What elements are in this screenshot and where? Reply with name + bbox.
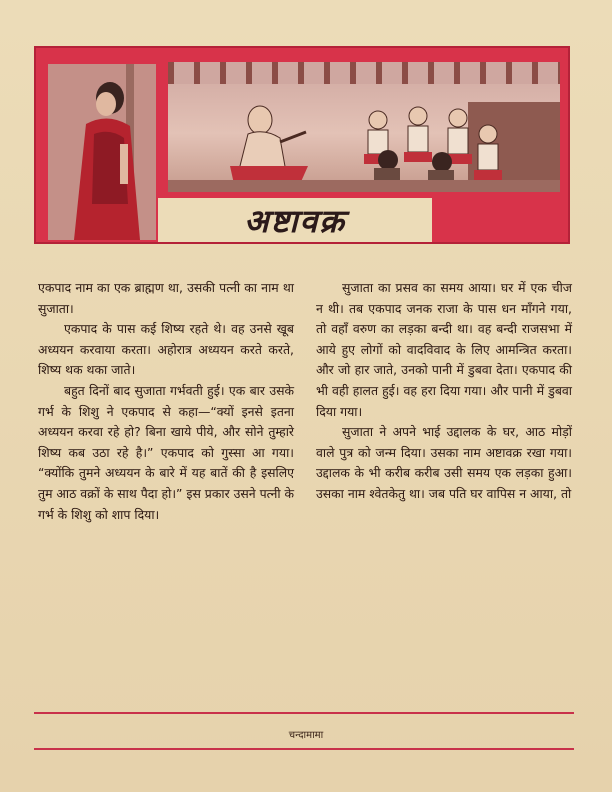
woman-figure-icon	[48, 64, 156, 240]
paragraph: एकपाद नाम का एक ब्राह्मण था, उसकी पत्नी का नाम था सुजाता।	[38, 280, 294, 316]
illustration-frame	[34, 46, 570, 244]
text-column-left	[38, 278, 294, 525]
paragraph: सुजाता का प्रसव का समय आया। घर में एक चीज न थी। तब एकपाद जनक राजा के पास धन माँगने गया, तो वहाँ वरुण का लड़का बन्दी था। वह बन्दी राजसभा में आये हुए लोगों को वादविवाद के लिए आमन्त्रित करता। और जो हार जाते, उनको पानी में डुबवा देता। एकपाद की भी वही हालत हुई। वह हरा दिया गया। और पानी में डुबवा दिया गया।	[316, 280, 572, 419]
floor-decor	[168, 180, 560, 192]
text-column-right	[316, 278, 572, 505]
illustration-woman-scene	[48, 64, 156, 240]
illustration-sage-scene	[168, 62, 560, 192]
footer-rule-bottom	[34, 748, 574, 750]
story-title: अष्टावक्र	[244, 201, 346, 240]
paragraph: सुजाता ने अपने भाई उद्दालक के घर, आठ मोड़ों वाले पुत्र को जन्म दिया। उसका नाम अष्टावक्र रखा गया। उद्दालक के भी करीब करीब उसी समय एक लड़का हुआ। उसका नाम श्वेतकेतु था। जब पति घर वापिस न आया, तो	[316, 424, 572, 501]
paragraph: बहुत दिनों बाद सुजाता गर्भवती हुई। एक बार उसके गर्भ के शिशु ने एकपाद से कहा—“क्यों इनसे इतना अध्ययन करवा रहे हो? बिना खाये पीये, और सोने तुम्हारे शिष्य कब उठा रहे है।” एकपाद को गुस्सा आ गया। “क्योंकि तुमने अध्ययन के बारे में यह बातें की है इसलिए तुम आठ वक्रों के साथ पैदा हो।” इस प्रकार उसने पत्नी के गर्भ के शिशु को शाप दिया।	[38, 382, 294, 522]
footer-label: चन्दामामा	[288, 730, 324, 741]
footer-rule-top	[34, 712, 574, 714]
sage-and-disciples-icon	[168, 62, 560, 192]
paragraph: एकपाद के पास कई शिष्य रहते थे। वह उनसे खूब अध्ययन करवाया करता। अहोरात्र अध्ययन करते करते, शिष्य थक थका जाते।	[38, 321, 294, 378]
title-panel	[158, 198, 432, 242]
